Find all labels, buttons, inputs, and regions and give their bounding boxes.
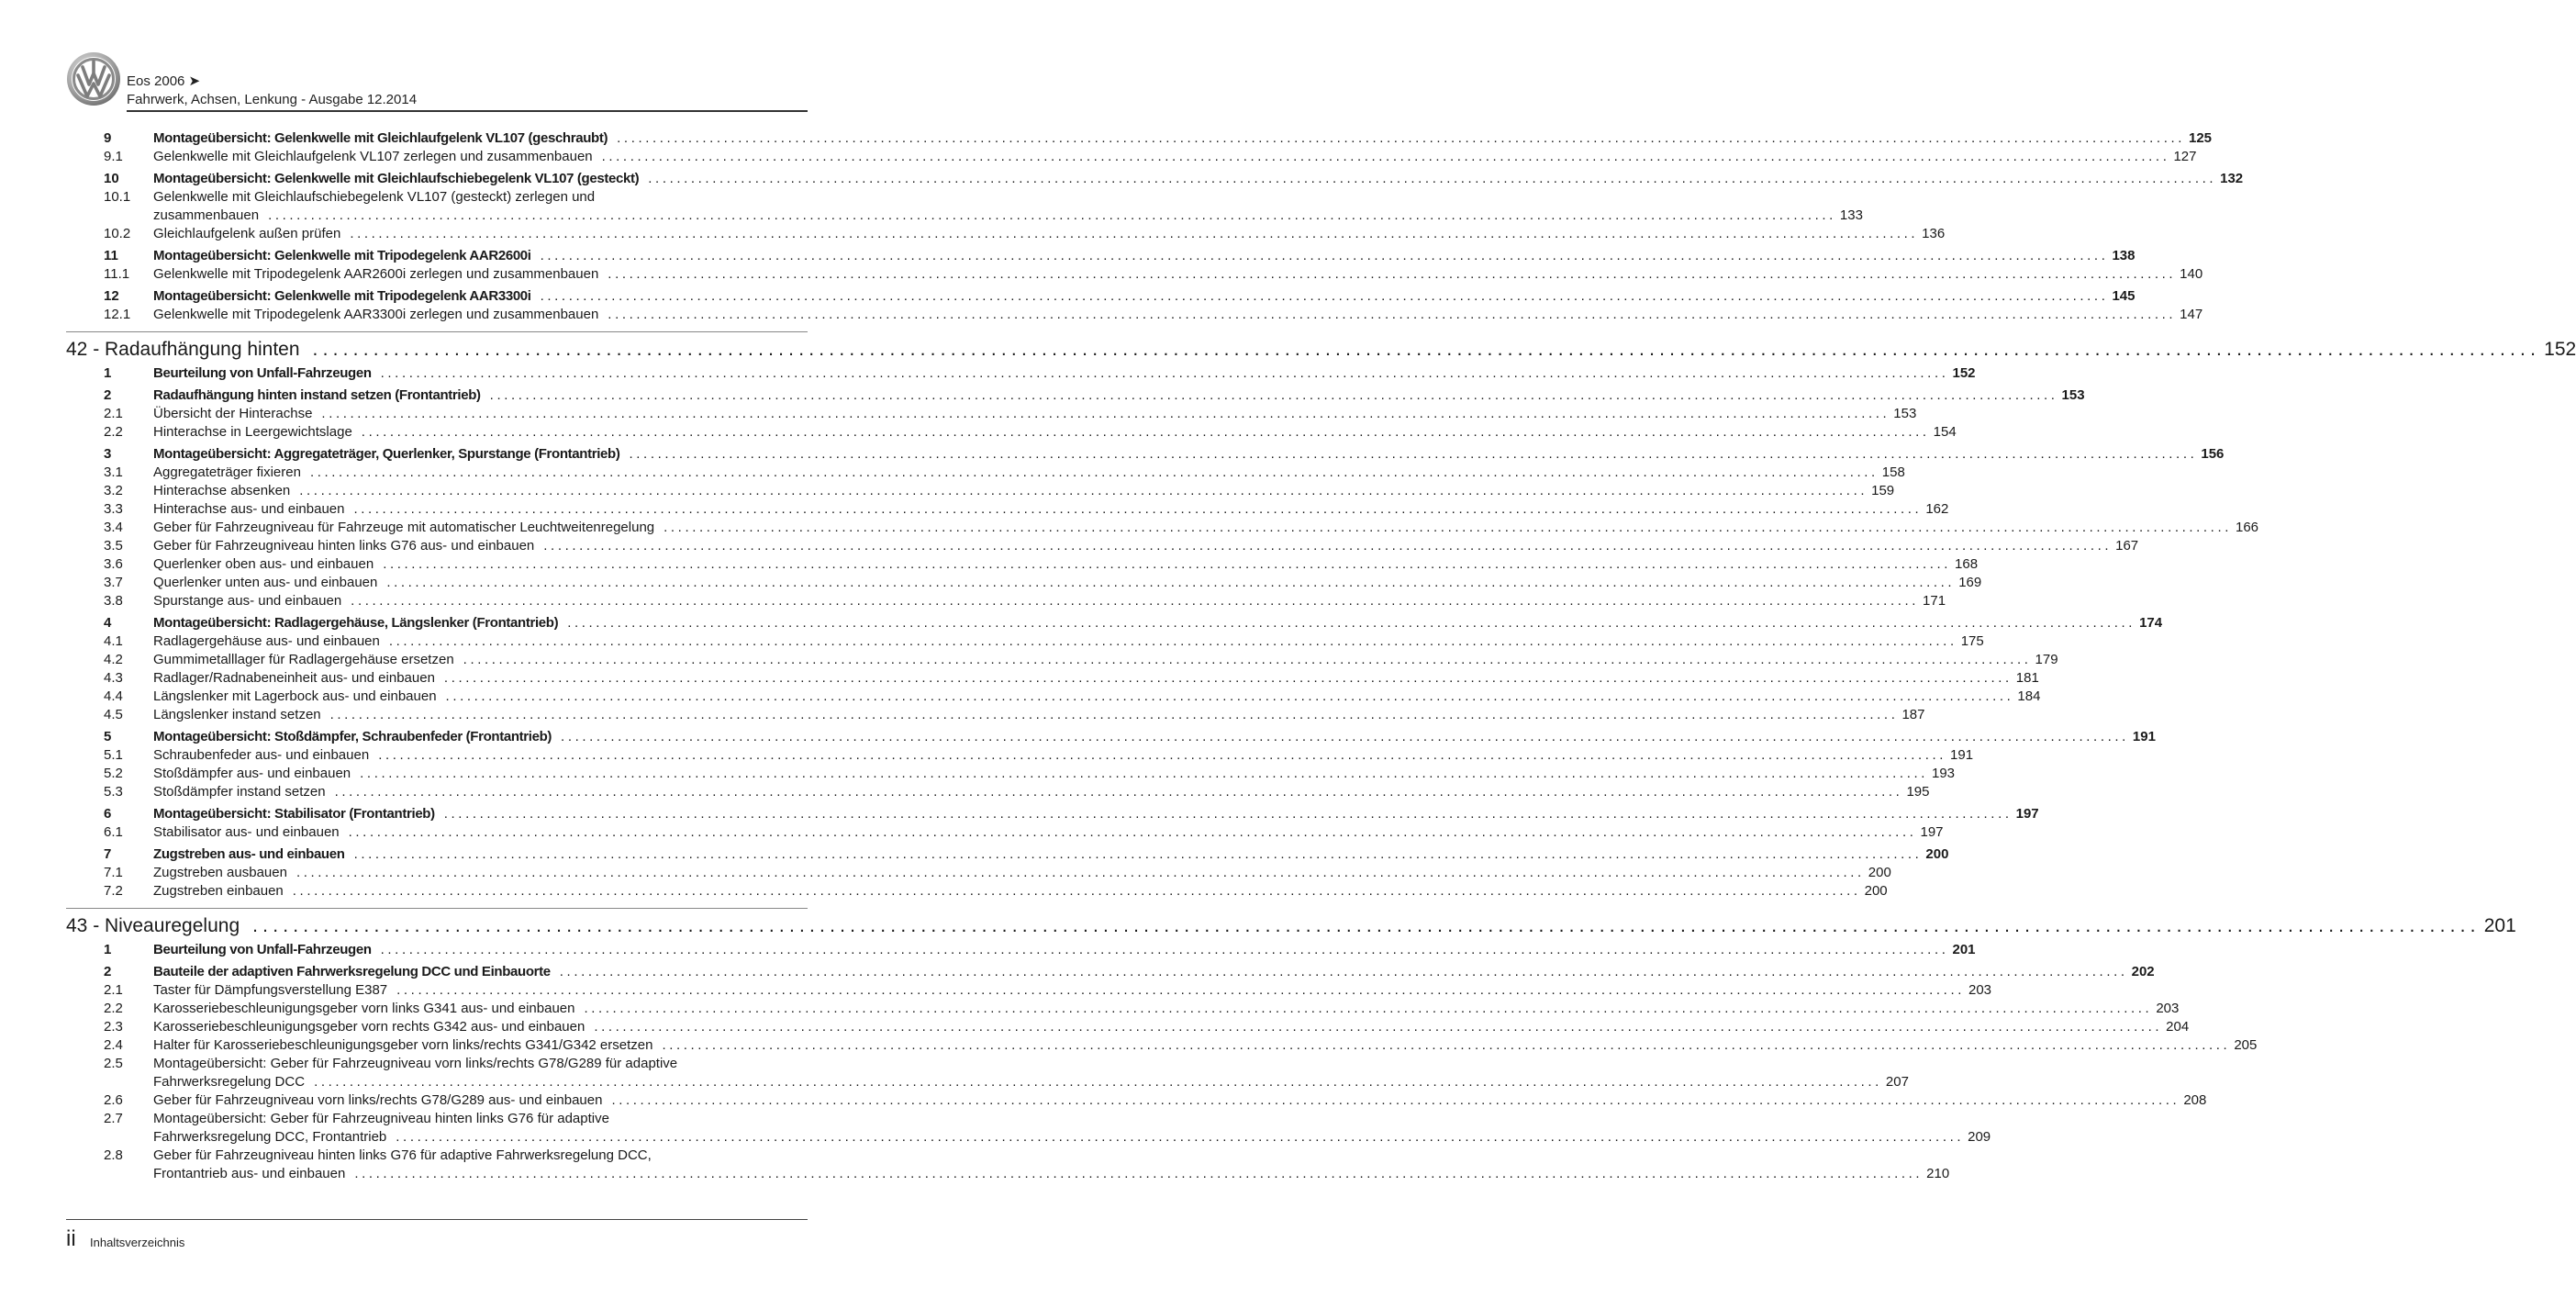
entry-title: Beurteilung von Unfall-Fahrzeugen xyxy=(153,942,372,957)
toc-subsection-entry[interactable] xyxy=(66,1091,2207,1110)
entry-title: Gelenkwelle mit Gleichlaufgelenk VL107 zerlegen und zusammenbauen xyxy=(153,149,593,164)
entry-title-line1: Geber für Fahrzeugniveau hinten links G76 für adaptive Fahrwerksregelung DCC, xyxy=(153,1147,652,1163)
entry-page-number: 168 xyxy=(1955,556,1979,572)
vw-logo-icon xyxy=(66,51,121,106)
entry-page-number: 197 xyxy=(2015,806,2039,822)
leader-dots: ............................................................................................................................................................................................................................ xyxy=(443,806,2013,822)
toc-section-entry[interactable] xyxy=(66,247,2136,265)
entry-number: 2.2 xyxy=(104,1001,123,1016)
leader-dots: ............................................................................................................................................................................................................................ xyxy=(386,575,1956,590)
entry-page-number: 200 xyxy=(1864,883,1888,899)
leader-dots: ............................................................................................................................................................................................................................ xyxy=(463,652,2032,667)
entry-page-number: 175 xyxy=(1960,633,1984,649)
entry-number: 4.3 xyxy=(104,670,123,686)
entry-page-number: 208 xyxy=(2183,1092,2207,1108)
leader-dots: ............................................................................................................................................................................................................................ xyxy=(396,982,1965,998)
entry-page-number: 145 xyxy=(2112,288,2136,304)
entry-page-number: 191 xyxy=(2132,729,2156,744)
leader-dots: ............................................................................................................................................................................................................................ xyxy=(445,688,2014,704)
entry-title: Montageübersicht: Gelenkwelle mit Tripodegelenk AAR2600i xyxy=(153,248,531,263)
entry-page-number: 209 xyxy=(1968,1129,1991,1145)
toc-subsection-entry[interactable] xyxy=(66,592,1946,610)
entry-page-number: 187 xyxy=(1901,707,1925,722)
leader-dots: ............................................................................................................................................................................................................................ xyxy=(584,1001,2153,1016)
toc-subsection-entry[interactable] xyxy=(66,706,1925,724)
entry-number: 2.5 xyxy=(104,1056,123,1071)
entry-number: 5.2 xyxy=(104,766,123,781)
table-of-contents xyxy=(66,129,2576,1183)
toc-subsection-entry[interactable] xyxy=(66,1147,1950,1183)
entry-page-number: 153 xyxy=(1893,406,1917,421)
chapter-heading[interactable] xyxy=(66,339,2576,361)
entry-number: 4.2 xyxy=(104,652,123,667)
leader-dots: ............................................................................................................................................................................................................................ xyxy=(309,464,1879,480)
toc-subsection-entry[interactable] xyxy=(66,1036,2258,1055)
leader-dots: ............................................................................................................................................................................................................................ xyxy=(321,406,1890,421)
toc-subsection-entry[interactable] xyxy=(66,519,2259,537)
entry-title: Hinterachse absenken xyxy=(153,483,291,498)
chapter-rule xyxy=(66,908,808,909)
entry-page-number: 191 xyxy=(1950,747,1974,763)
leader-dots: ............................................................................................................................................................................................................................ xyxy=(380,365,1949,381)
entry-title: Montageübersicht: Gelenkwelle mit Gleichlaufgelenk VL107 (geschraubt) xyxy=(153,130,608,146)
toc-subsection-entry[interactable] xyxy=(66,423,1957,442)
entry-page-number: 201 xyxy=(1952,942,1976,957)
entry-page-number: 158 xyxy=(1881,464,1905,480)
entry-page-number: 132 xyxy=(2220,171,2244,186)
entry-title-line1: Montageübersicht: Geber für Fahrzeugniveau vorn links/rechts G78/G289 für adaptive xyxy=(153,1056,678,1071)
entry-page-number: 171 xyxy=(1923,593,1946,609)
entry-title: Hinterachse aus- und einbauen xyxy=(153,501,345,517)
entry-page-number: 159 xyxy=(1871,483,1895,498)
entry-number: 6.1 xyxy=(104,824,123,840)
entry-title: Längslenker mit Lagerbock aus- und einbauen xyxy=(153,688,437,704)
leader-dots: ............................................................................................................................................................................................................................ xyxy=(543,538,2113,554)
entry-page-number: 167 xyxy=(2115,538,2139,554)
leader-dots: ............................................................................................................................................................................................................................ xyxy=(617,130,2185,146)
leader-dots: ............................................................................................................................................................................................................................ xyxy=(608,266,2177,282)
leader-dots: ............................................................................................................................................................................................................................ xyxy=(268,207,1836,223)
chapter-page-number: 201 xyxy=(2483,915,2516,936)
toc-subsection-entry[interactable] xyxy=(66,537,2139,555)
leader-dots: ............................................................................................................................................................................................................................ xyxy=(292,883,1861,899)
entry-title: Aggregateträger fixieren xyxy=(153,464,301,480)
entry-title: Taster für Dämpfungsverstellung E387 xyxy=(153,982,388,998)
toc-subsection-entry[interactable] xyxy=(66,864,1891,882)
entry-number: 2 xyxy=(104,964,112,979)
entry-number: 9 xyxy=(104,130,112,146)
entry-number: 2.1 xyxy=(104,982,123,998)
entry-page-number: 138 xyxy=(2112,248,2136,263)
leader-dots: ............................................................................................................................................................................................................................ xyxy=(348,824,1917,840)
entry-title: Montageübersicht: Aggregateträger, Querlenker, Spurstange (Frontantrieb) xyxy=(153,446,620,462)
leader-dots: ............................................................................................................................................................................................................................ xyxy=(664,520,2232,535)
entry-page-number: 169 xyxy=(1958,575,1982,590)
leader-dots: ............................................................................................................................................................................................................................ xyxy=(252,915,2481,936)
entry-number: 2.4 xyxy=(104,1037,123,1053)
entry-page-number: 140 xyxy=(2180,266,2203,282)
toc-section-entry[interactable] xyxy=(66,129,2213,148)
entry-title-line2: Fahrwerksregelung DCC xyxy=(153,1074,306,1090)
leader-dots: ............................................................................................................................................................................................................................ xyxy=(299,483,1868,498)
toc-subsection-entry[interactable] xyxy=(66,225,1946,243)
entry-page-number: 154 xyxy=(1933,424,1957,440)
entry-title: Halter für Karosseriebeschleunigungsgeber vorn links/rechts G341/G342 ersetzen xyxy=(153,1037,653,1053)
entry-title: Stabilisator aus- und einbauen xyxy=(153,824,340,840)
entry-page-number: 210 xyxy=(1926,1166,1950,1181)
page-header xyxy=(66,48,808,110)
entry-page-number: 193 xyxy=(1932,766,1956,781)
entry-title: Radaufhängung hinten instand setzen (Frontantrieb) xyxy=(153,387,481,403)
entry-number: 2.7 xyxy=(104,1111,123,1126)
entry-title: Geber für Fahrzeugniveau vorn links/rechts G78/G289 aus- und einbauen xyxy=(153,1092,603,1108)
entry-page-number: 203 xyxy=(1968,982,1992,998)
entry-title-line2: zusammenbauen xyxy=(153,207,260,223)
leader-dots: ............................................................................................................................................................................................................................ xyxy=(540,248,2109,263)
footer-page-numeral: ii xyxy=(66,1226,76,1251)
leader-dots: ............................................................................................................................................................................................................................ xyxy=(383,556,1952,572)
entry-number: 2.2 xyxy=(104,424,123,440)
entry-page-number: 181 xyxy=(2015,670,2039,686)
entry-title: Montageübersicht: Stoßdämpfer, Schraubenfeder (Frontantrieb) xyxy=(153,729,552,744)
toc-subsection-entry[interactable] xyxy=(66,188,1863,225)
toc-section-entry[interactable] xyxy=(66,805,2039,823)
entry-title: Zugstreben einbauen xyxy=(153,883,284,899)
toc-subsection-entry[interactable] xyxy=(66,1000,2180,1018)
entry-number: 5 xyxy=(104,729,112,744)
leader-dots: ............................................................................................................................................................................................................................ xyxy=(361,424,1930,440)
entry-title-line2: Frontantrieb aus- und einbauen xyxy=(153,1166,346,1181)
entry-title: Zugstreben ausbauen xyxy=(153,865,287,880)
leader-dots: ............................................................................................................................................................................................................................ xyxy=(540,288,2109,304)
entry-title: Schraubenfeder aus- und einbauen xyxy=(153,747,370,763)
entry-number: 10.1 xyxy=(104,189,131,205)
entry-title: Geber für Fahrzeugniveau hinten links G76 aus- und einbauen xyxy=(153,538,535,554)
entry-page-number: 136 xyxy=(1922,226,1946,241)
entry-page-number: 200 xyxy=(1868,865,1891,880)
toc-subsection-entry[interactable] xyxy=(66,1018,2190,1036)
entry-title: Montageübersicht: Stabilisator (Frontantrieb) xyxy=(153,806,435,822)
header-model: Eos 2006 ➤ xyxy=(127,73,201,89)
leader-dots: ............................................................................................................................................................................................................................ xyxy=(360,766,1928,781)
chapter-page-number: 152 xyxy=(2544,339,2576,360)
entry-number: 4.4 xyxy=(104,688,123,704)
entry-number: 7.2 xyxy=(104,883,123,899)
entry-number: 12.1 xyxy=(104,307,131,322)
toc-section-entry[interactable] xyxy=(66,963,2155,981)
entry-title: Beurteilung von Unfall-Fahrzeugen xyxy=(153,365,372,381)
toc-section-entry[interactable] xyxy=(66,386,2085,405)
entry-title: Stoßdämpfer aus- und einbauen xyxy=(153,766,351,781)
toc-subsection-entry[interactable] xyxy=(66,632,1984,651)
toc-section-entry[interactable] xyxy=(66,941,1976,959)
entry-number: 9.1 xyxy=(104,149,123,164)
toc-section-entry[interactable] xyxy=(66,845,1949,864)
toc-subsection-entry[interactable] xyxy=(66,306,2203,324)
leader-dots: ............................................................................................................................................................................................................................ xyxy=(648,171,2217,186)
toc-subsection-entry[interactable] xyxy=(66,1055,1909,1091)
chapter-title: 42 - Radaufhängung hinten xyxy=(66,339,300,360)
toc-subsection-entry[interactable] xyxy=(66,500,1949,519)
entry-title: Stoßdämpfer instand setzen xyxy=(153,784,326,800)
entry-number: 12 xyxy=(104,288,119,304)
toc-subsection-entry[interactable] xyxy=(66,765,1956,783)
chapter-heading[interactable] xyxy=(66,915,2516,937)
entry-number: 2.6 xyxy=(104,1092,123,1108)
entry-page-number: 203 xyxy=(2156,1001,2180,1016)
toc-section-entry[interactable] xyxy=(66,287,2136,306)
entry-number: 3.1 xyxy=(104,464,123,480)
toc-subsection-entry[interactable] xyxy=(66,1110,1991,1147)
entry-page-number: 200 xyxy=(1925,846,1949,862)
entry-title: Montageübersicht: Gelenkwelle mit Tripodegelenk AAR3300i xyxy=(153,288,531,304)
header-subtitle: Fahrwerk, Achsen, Lenkung - Ausgabe 12.2014 xyxy=(127,92,418,107)
entry-page-number: 179 xyxy=(2035,652,2058,667)
toc-subsection-entry[interactable] xyxy=(66,574,1982,592)
leader-dots: ............................................................................................................................................................................................................................ xyxy=(608,307,2177,322)
entry-number: 2.3 xyxy=(104,1019,123,1035)
entry-page-number: 205 xyxy=(2234,1037,2258,1053)
toc-section-entry[interactable] xyxy=(66,364,1976,383)
entry-title: Bauteile der adaptiven Fahrwerksregelung DCC und Einbauorte xyxy=(153,964,551,979)
entry-title: Übersicht der Hinterachse xyxy=(153,406,313,421)
entry-number: 3.2 xyxy=(104,483,123,498)
leader-dots: ............................................................................................................................................................................................................................ xyxy=(354,1166,1924,1181)
leader-dots: ............................................................................................................................................................................................................................ xyxy=(312,339,2541,360)
entry-title: Karosseriebeschleunigungsgeber vorn links G341 aus- und einbauen xyxy=(153,1001,575,1016)
entry-title: Karosseriebeschleunigungsgeber vorn rechts G342 aus- und einbauen xyxy=(153,1019,585,1035)
entry-number: 3.7 xyxy=(104,575,123,590)
leader-dots: ............................................................................................................................................................................................................................ xyxy=(334,784,1903,800)
toc-section-entry[interactable] xyxy=(66,170,2244,188)
entry-number: 3.6 xyxy=(104,556,123,572)
toc-subsection-entry[interactable] xyxy=(66,981,1992,1000)
entry-title: Querlenker unten aus- und einbauen xyxy=(153,575,378,590)
entry-number: 2 xyxy=(104,387,112,403)
entry-number: 7 xyxy=(104,846,112,862)
entry-title: Radlager/Radnabeneinheit aus- und einbauen xyxy=(153,670,435,686)
entry-number: 5.1 xyxy=(104,747,123,763)
toc-subsection-entry[interactable] xyxy=(66,464,1905,482)
entry-title: Montageübersicht: Radlagergehäuse, Längslenker (Frontantrieb) xyxy=(153,615,559,631)
entry-number: 4.1 xyxy=(104,633,123,649)
leader-dots: ............................................................................................................................................................................................................................ xyxy=(350,226,1919,241)
entry-number: 2.1 xyxy=(104,406,123,421)
leader-dots: ............................................................................................................................................................................................................................ xyxy=(561,729,2129,744)
entry-title: Montageübersicht: Gelenkwelle mit Gleichlaufschiebegelenk VL107 (gesteckt) xyxy=(153,171,640,186)
entry-number: 3.5 xyxy=(104,538,123,554)
toc-subsection-entry[interactable] xyxy=(66,688,2041,706)
entry-title-line1: Montageübersicht: Geber für Fahrzeugniveau hinten links G76 für adaptive xyxy=(153,1111,609,1126)
entry-title: Spurstange aus- und einbauen xyxy=(153,593,342,609)
toc-section-entry[interactable] xyxy=(66,728,2156,746)
footer-section-label: Inhaltsverzeichnis xyxy=(90,1236,185,1249)
entry-title-line1: Gelenkwelle mit Gleichlaufschiebegelenk VL107 (gesteckt) zerlegen und xyxy=(153,189,596,205)
entry-page-number: 162 xyxy=(1925,501,1949,517)
entry-page-number: 204 xyxy=(2166,1019,2190,1035)
toc-subsection-entry[interactable] xyxy=(66,746,1974,765)
entry-page-number: 202 xyxy=(2131,964,2155,979)
entry-title-line2: Fahrwerksregelung DCC, Frontantrieb xyxy=(153,1129,387,1145)
leader-dots: ............................................................................................................................................................................................................................ xyxy=(559,964,2128,979)
entry-page-number: 127 xyxy=(2173,149,2197,164)
leader-dots: ............................................................................................................................................................................................................................ xyxy=(629,446,2198,462)
entry-page-number: 197 xyxy=(1920,824,1944,840)
entry-title: Querlenker oben aus- und einbauen xyxy=(153,556,374,572)
toc-subsection-entry[interactable] xyxy=(66,669,2039,688)
leader-dots: ............................................................................................................................................................................................................................ xyxy=(378,747,1947,763)
entry-title: Gelenkwelle mit Tripodegelenk AAR2600i zerlegen und zusammenbauen xyxy=(153,266,599,282)
entry-title: Längslenker instand setzen xyxy=(153,707,321,722)
entry-page-number: 152 xyxy=(1952,365,1976,381)
toc-section-entry[interactable] xyxy=(66,445,2225,464)
entry-number: 10.2 xyxy=(104,226,131,241)
leader-dots: ............................................................................................................................................................................................................................ xyxy=(353,501,1923,517)
chapter-title: 43 - Niveauregelung xyxy=(66,915,240,936)
entry-number: 2.8 xyxy=(104,1147,123,1163)
entry-title: Radlagergehäuse aus- und einbauen xyxy=(153,633,380,649)
toc-section-entry[interactable] xyxy=(66,614,2163,632)
toc-subsection-entry[interactable] xyxy=(66,482,1895,500)
leader-dots: ............................................................................................................................................................................................................................ xyxy=(351,593,1920,609)
chapter-rule xyxy=(66,331,808,332)
entry-number: 1 xyxy=(104,942,112,957)
leader-dots: ............................................................................................................................................................................................................................ xyxy=(329,707,1899,722)
entry-page-number: 156 xyxy=(2201,446,2225,462)
toc-subsection-entry[interactable] xyxy=(66,405,1917,423)
entry-number: 3 xyxy=(104,446,112,462)
entry-number: 3.3 xyxy=(104,501,123,517)
toc-subsection-entry[interactable] xyxy=(66,555,1979,574)
leader-dots: ............................................................................................................................................................................................................................ xyxy=(443,670,2013,686)
entry-page-number: 147 xyxy=(2180,307,2203,322)
entry-number: 4 xyxy=(104,615,112,631)
entry-number: 3.8 xyxy=(104,593,123,609)
toc-subsection-entry[interactable] xyxy=(66,783,1930,801)
leader-dots: ............................................................................................................................................................................................................................ xyxy=(388,633,1957,649)
entry-title: Geber für Fahrzeugniveau für Fahrzeuge mit automatischer Leuchtweitenregelung xyxy=(153,520,655,535)
entry-number: 4.5 xyxy=(104,707,123,722)
entry-number: 6 xyxy=(104,806,112,822)
leader-dots: ............................................................................................................................................................................................................................ xyxy=(314,1074,1882,1090)
entry-number: 3.4 xyxy=(104,520,123,535)
entry-title: Hinterachse in Leergewichtslage xyxy=(153,424,352,440)
leader-dots: ............................................................................................................................................................................................................................ xyxy=(489,387,2058,403)
entry-number: 10 xyxy=(104,171,119,186)
entry-number: 11 xyxy=(104,248,118,263)
entry-page-number: 153 xyxy=(2061,387,2085,403)
leader-dots: ............................................................................................................................................................................................................................ xyxy=(353,846,1923,862)
toc-subsection-entry[interactable] xyxy=(66,823,1944,842)
entry-title: Gleichlaufgelenk außen prüfen xyxy=(153,226,341,241)
leader-dots: ............................................................................................................................................................................................................................ xyxy=(296,865,1865,880)
leader-dots: ............................................................................................................................................................................................................................ xyxy=(611,1092,2180,1108)
toc-subsection-entry[interactable] xyxy=(66,651,2058,669)
entry-number: 11.1 xyxy=(104,266,130,282)
leader-dots: ............................................................................................................................................................................................................................ xyxy=(380,942,1949,957)
leader-dots: ............................................................................................................................................................................................................................ xyxy=(594,1019,2163,1035)
entry-page-number: 184 xyxy=(2017,688,2041,704)
entry-page-number: 207 xyxy=(1885,1074,1909,1090)
entry-number: 5.3 xyxy=(104,784,123,800)
leader-dots: ............................................................................................................................................................................................................................ xyxy=(601,149,2170,164)
footer-rule xyxy=(66,1219,808,1220)
entry-page-number: 174 xyxy=(2139,615,2163,631)
leader-dots: ............................................................................................................................................................................................................................ xyxy=(396,1129,1965,1145)
toc-subsection-entry[interactable] xyxy=(66,265,2203,284)
toc-subsection-entry[interactable] xyxy=(66,882,1888,901)
entry-number: 1 xyxy=(104,365,112,381)
entry-page-number: 125 xyxy=(2189,130,2213,146)
entry-page-number: 195 xyxy=(1906,784,1930,800)
entry-page-number: 133 xyxy=(1839,207,1863,223)
toc-subsection-entry[interactable] xyxy=(66,148,2197,166)
header-rule xyxy=(127,110,808,112)
leader-dots: ............................................................................................................................................................................................................................ xyxy=(662,1037,2231,1053)
leader-dots: ............................................................................................................................................................................................................................ xyxy=(567,615,2136,631)
entry-title: Zugstreben aus- und einbauen xyxy=(153,846,345,862)
entry-title: Gelenkwelle mit Tripodegelenk AAR3300i zerlegen und zusammenbauen xyxy=(153,307,599,322)
entry-page-number: 166 xyxy=(2235,520,2259,535)
entry-number: 7.1 xyxy=(104,865,123,880)
entry-title: Gummimetalllager für Radlagergehäuse ersetzen xyxy=(153,652,454,667)
